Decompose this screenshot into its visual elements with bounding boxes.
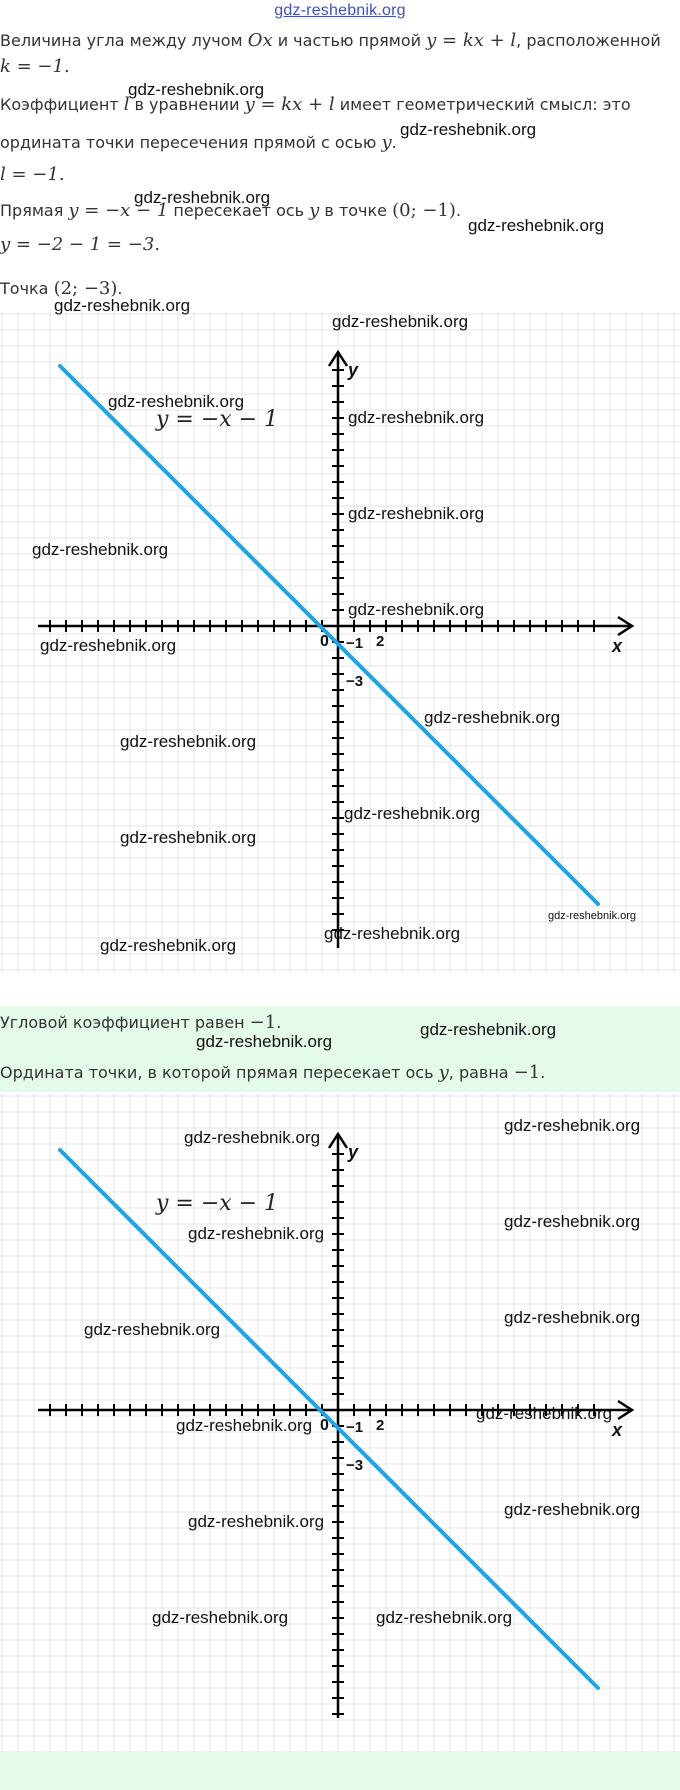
- watermark: gdz-reshebnik.org: [476, 1404, 613, 1423]
- watermark: gdz-reshebnik.org: [420, 1020, 557, 1039]
- math: y = −x − 1: [68, 200, 169, 221]
- watermark: gdz-reshebnik.org: [348, 408, 485, 427]
- math: y = kx + l: [244, 94, 335, 115]
- watermark: gdz-reshebnik.org: [468, 216, 605, 235]
- watermark: gdz-reshebnik.org: [100, 936, 237, 955]
- text: .: [117, 279, 123, 298]
- solution-line-4: [0, 132, 397, 154]
- watermark: gdz-reshebnik.org: [344, 804, 481, 823]
- solution-line-7: [0, 234, 160, 256]
- text: Коэффициент: [0, 95, 124, 114]
- text: и частью прямой: [272, 31, 427, 50]
- math: −1: [249, 1012, 277, 1033]
- answer-line-1: [0, 1012, 281, 1034]
- tick-label-2: 2: [376, 1417, 385, 1434]
- watermark: gdz-reshebnik.org: [54, 296, 191, 315]
- origin-label: 0: [320, 1417, 329, 1434]
- math: Ox: [247, 30, 273, 51]
- answer-box: [0, 1006, 680, 1092]
- watermark: gdz-reshebnik.org: [504, 1308, 641, 1327]
- text: в уравнении: [129, 95, 245, 114]
- math: y = kx + l: [426, 30, 517, 51]
- math: −1: [513, 1062, 541, 1083]
- y-axis-label: y: [348, 360, 359, 380]
- tick-label-minus1: −1: [346, 1419, 364, 1436]
- site-link[interactable]: gdz-reshebnik.org: [274, 2, 406, 19]
- text: , равна: [448, 1063, 514, 1082]
- tick-label-minus3: −3: [346, 673, 364, 690]
- text: Величина угла между лучом: [0, 31, 248, 50]
- watermark: gdz-reshebnik.org: [424, 708, 561, 727]
- watermark: gdz-reshebnik.org: [324, 924, 461, 943]
- text: .: [455, 201, 462, 220]
- text: в точке: [319, 201, 393, 220]
- watermark: gdz-reshebnik.org: [188, 1224, 325, 1243]
- watermark: gdz-reshebnik.org: [196, 1032, 333, 1051]
- watermark: gdz-reshebnik.org: [400, 120, 537, 139]
- watermark: gdz-reshebnik.org: [134, 188, 271, 207]
- watermark: gdz-reshebnik.org: [504, 1212, 641, 1231]
- watermark: gdz-reshebnik.org: [504, 1116, 641, 1135]
- watermark: gdz-reshebnik.org: [128, 80, 265, 99]
- watermark: gdz-reshebnik.org: [504, 1500, 641, 1519]
- math: y: [381, 132, 392, 153]
- x-axis-label: x: [612, 636, 623, 656]
- text: имеет геометрический смысл: это: [334, 95, 631, 114]
- watermark: gdz-reshebnik.org: [184, 1128, 321, 1147]
- text: , расположенной: [516, 31, 661, 50]
- text: пересекает ось: [168, 201, 310, 220]
- answer-line-2: [0, 1062, 545, 1084]
- math: k = −1.: [0, 56, 70, 77]
- text: ордината точки пересечения прямой с осью: [0, 133, 382, 152]
- tick-label-minus1: −1: [346, 635, 364, 652]
- text: .: [540, 1063, 546, 1082]
- solution-line-2: [0, 56, 70, 78]
- solution-line-1: [0, 30, 661, 52]
- watermark: gdz-reshebnik.org: [40, 636, 177, 655]
- watermark: gdz-reshebnik.org: [176, 1416, 313, 1435]
- text: .: [276, 1013, 282, 1032]
- equation-label: y = −x − 1: [156, 1191, 279, 1216]
- math: (0; −1): [392, 200, 456, 221]
- watermark: gdz-reshebnik.org: [348, 504, 485, 523]
- function-line: [60, 366, 598, 904]
- math: l: [123, 94, 130, 115]
- math: (2; −3): [53, 278, 118, 299]
- watermark: gdz-reshebnik.org: [152, 1608, 289, 1627]
- watermark: gdz-reshebnik.org: [32, 540, 169, 559]
- equation-label: y = −x − 1: [156, 407, 279, 432]
- x-axis-label: x: [612, 1420, 623, 1440]
- math: l = −1.: [0, 164, 65, 185]
- watermark: gdz-reshebnik.org: [108, 392, 245, 411]
- math: y: [309, 200, 320, 221]
- watermark: gdz-reshebnik.org: [120, 828, 257, 847]
- watermark: gdz-reshebnik.org: [332, 312, 469, 331]
- solution-line-3: [0, 94, 631, 116]
- math: y = −2 − 1 = −3.: [0, 234, 160, 255]
- solution-line-5: [0, 164, 65, 186]
- answer-box-footer: [0, 1752, 680, 1790]
- watermark: gdz-reshebnik.org: [84, 1320, 221, 1339]
- origin-label: 0: [320, 633, 329, 650]
- text: .: [391, 133, 397, 152]
- text: Угловой коэффициент равен: [0, 1013, 250, 1032]
- watermark: gdz-reshebnik.org: [120, 732, 257, 751]
- y-axis-label: y: [348, 1142, 359, 1162]
- math: y: [438, 1062, 449, 1083]
- tick-label-2: 2: [376, 633, 385, 650]
- text: Точка: [0, 279, 54, 298]
- tick-label-minus3: −3: [346, 1457, 364, 1474]
- watermark: gdz-reshebnik.org: [348, 600, 485, 619]
- text: Прямая: [0, 201, 69, 220]
- watermark: gdz-reshebnik.org: [188, 1512, 325, 1531]
- watermark: gdz-reshebnik.org: [548, 910, 637, 922]
- text: Ордината точки, в которой прямая пересекает ось: [0, 1063, 439, 1082]
- watermark: gdz-reshebnik.org: [376, 1608, 513, 1627]
